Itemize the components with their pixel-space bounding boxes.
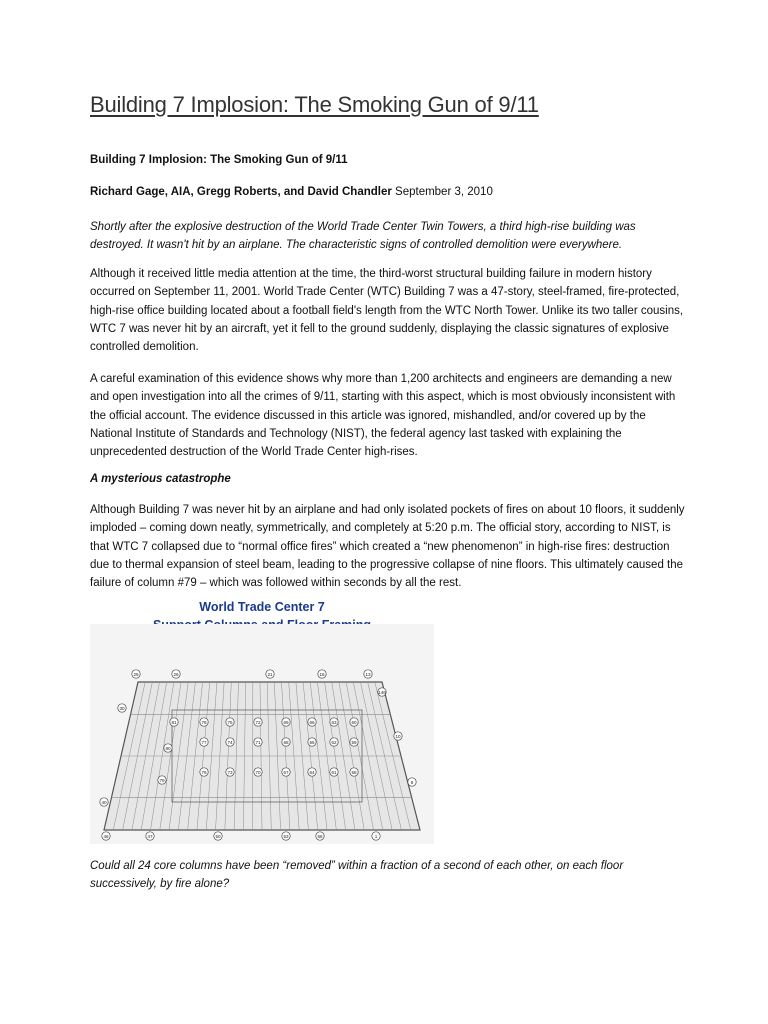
core-column-label: 72 — [255, 720, 261, 725]
left-column-label: 30 — [119, 706, 125, 711]
core-column-label: 69 — [283, 720, 289, 725]
top-column-label: 16 — [319, 672, 325, 677]
floor-plan-figure — [90, 598, 434, 844]
lead-line: destroyed. It wasn't hit by an airplane. The characteristic signs of controlled demolition were everywhere. — [90, 239, 623, 252]
bottom-column-label: 1 — [374, 834, 378, 839]
left-column-label: 40 — [101, 800, 107, 805]
core-column-label: 61 — [331, 770, 337, 775]
article-title: Building 7 Implosion: The Smoking Gun of 9/11 — [90, 154, 348, 166]
page-title[interactable]: Building 7 Implosion: The Smoking Gun of 9/11 — [90, 92, 539, 117]
paragraph-line: unprecedented destruction of the World Trade Center high-rises. — [90, 446, 418, 459]
byline-authors: Richard Gage, AIA, Gregg Roberts, and David Chandler — [90, 186, 392, 198]
lead-paragraph — [90, 218, 690, 255]
caption-line: Could all 24 core columns have been “removed” within a fraction of a second of each other, on each floor — [90, 860, 624, 872]
paragraph-line: WTC 7 was never hit by an aircraft, yet it fell to the ground suddenly, displaying the classic signatures of explosive — [90, 322, 669, 335]
core-column-label: 74 — [227, 740, 233, 745]
bottom-column-label: 50 — [215, 834, 221, 839]
core-column-label: 78 — [201, 720, 207, 725]
top-column-label: 25 — [133, 672, 139, 677]
right-column-label: 6 — [410, 780, 414, 785]
core-column-label: 58 — [351, 770, 357, 775]
paragraph-line: National Institute of Standards and Technology (NIST), the federal agency last tasked with explaining the — [90, 427, 622, 440]
paragraph-line: controlled demolition. — [90, 341, 199, 354]
core-column-label: 71 — [255, 740, 261, 745]
floor-plan-drawing — [90, 598, 434, 844]
core-column-label: 59 — [351, 740, 357, 745]
paragraph-line: imploded – coming down neatly, symmetrically, and completely at 5:20 p.m. The official story, according to NIST, is — [90, 522, 671, 535]
paragraph-line: due to thermal expansion of steel beam, leading to the progressive collapse of nine floors. This ultimately caused the — [90, 558, 684, 571]
core-column-label: 77 — [201, 740, 207, 745]
core-column-label: 81 — [171, 720, 177, 725]
core-column-label: 70 — [255, 770, 261, 775]
paragraph-line: that WTC 7 collapsed due to “normal office fires” which created a “new phenomenon” in high-rise fires: destruction — [90, 540, 670, 553]
bottom-column-label: 46 — [103, 834, 109, 839]
core-column-label: 75 — [227, 720, 233, 725]
top-column-label: 13 — [365, 672, 371, 677]
core-column-label: 80 — [165, 746, 171, 751]
core-column-label: 64 — [309, 770, 315, 775]
core-column-label: 65 — [309, 740, 315, 745]
byline — [90, 186, 493, 198]
paragraph-2 — [90, 370, 690, 461]
core-column-label: 63 — [331, 720, 337, 725]
core-column-label: 73 — [227, 770, 233, 775]
section-subhead: A mysterious catastrophe — [90, 473, 231, 485]
lead-line: Shortly after the explosive destruction of the World Trade Center Twin Towers, a third high-rise building was — [90, 221, 636, 233]
core-column-label: 60 — [351, 720, 357, 725]
paragraph-line: A careful examination of this evidence shows why more than 1,200 architects and engineers are demanding a new — [90, 373, 672, 385]
bottom-column-label: 58 — [317, 834, 323, 839]
core-column-label: 67 — [283, 770, 289, 775]
bottom-column-label: 47 — [147, 834, 153, 839]
paragraph-line: the official account. The evidence discussed in this article was ignored, mishandled, and/or covered up by the — [90, 409, 646, 422]
top-column-label: 21 — [267, 672, 273, 677]
paragraph-line: and open investigation into all the crimes of 9/11, starting with this aspect, which is most obviously inconsistent with — [90, 391, 676, 404]
core-column-label: 79 — [159, 778, 165, 783]
paragraph-3 — [90, 501, 690, 592]
bottom-column-label: 53 — [283, 834, 289, 839]
core-column-label: 68 — [283, 740, 289, 745]
figure-caption — [90, 857, 690, 894]
figure-title-line: World Trade Center 7 — [199, 600, 325, 614]
top-column-label: 26 — [173, 672, 179, 677]
right-column-label: 146 — [378, 690, 386, 695]
core-column-label: 76 — [201, 770, 207, 775]
paragraph-line: Although it received little media attention at the time, the third-worst structural building failure in modern history — [90, 268, 652, 280]
caption-line: successively, by fire alone? — [90, 878, 230, 891]
core-column-label: 66 — [309, 720, 315, 725]
right-column-label: 10 — [395, 734, 401, 739]
paragraph-line: high-rise office building located about a football field's length from the WTC North Tower. Unlike its two taller cousins, — [90, 304, 684, 317]
paragraph-line: Although Building 7 was never hit by an airplane and had only isolated pockets of fires on about 10 floors, it suddenly — [90, 504, 685, 516]
paragraph-line: failure of column #79 – which was followed within seconds by all the rest. — [90, 577, 462, 590]
core-column-label: 62 — [331, 740, 337, 745]
paragraph-1 — [90, 265, 690, 356]
byline-date: September 3, 2010 — [395, 186, 493, 198]
paragraph-line: occurred on September 11, 2001. World Trade Center (WTC) Building 7 was a 47-story, steel-framed, fire-protected, — [90, 286, 680, 299]
